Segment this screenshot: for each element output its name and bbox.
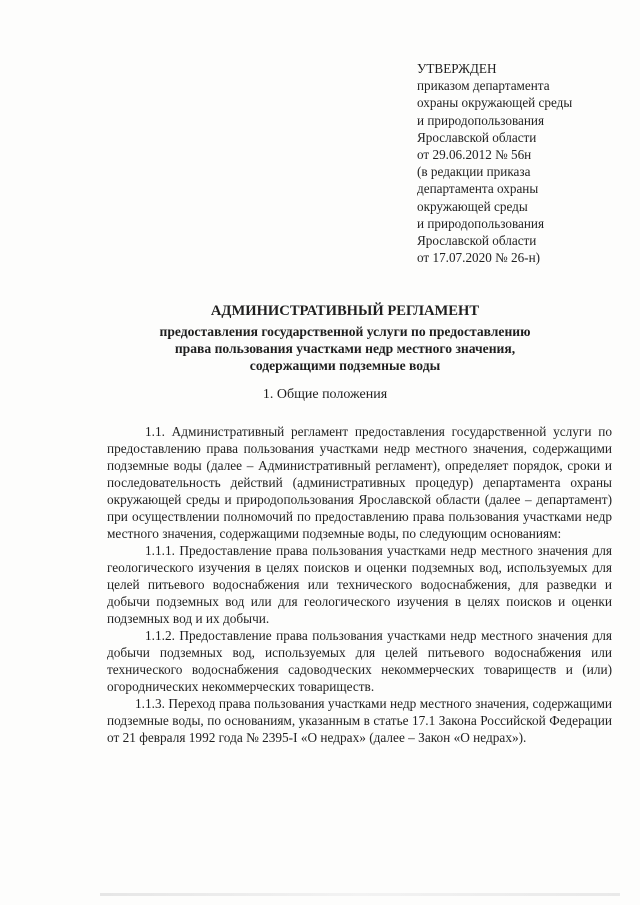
paragraph-1-1-2: 1.1.2. Предоставление права пользования участками недр местного значения для добычи подземных вод, используемых для целей питьевого водоснабжения или технического водоснабжения садоводческих некоммерческих товариществ и (или) огороднических некоммерческих товариществ.	[107, 628, 612, 694]
approval-line: департамента охраны	[417, 181, 539, 197]
paragraph-1-1-3: 1.1.3. Переход права пользования участками недр местного значения, содержащими подземные воды, по основаниям, указанным в статье 17.1 Закона Российской Федерации от 21 февраля 1992 года № 2395-I «О недрах» (далее – Закон «О недрах»).	[107, 696, 612, 745]
approval-line: охраны окружающей среды	[417, 95, 573, 111]
paragraph-1-1-1: 1.1.1. Предоставление права пользования участками недр местного значения для геологического изучения в целях поисков и оценки подземных вод, используемых для целей питьевого водоснабжения или технического водоснабжения, для разведки и добычи подземных вод или для геологического изучения в целях поисков и оценки подземных вод и их добычи.	[107, 543, 612, 626]
paragraph-1-1: 1.1. Административный регламент предоставления государственной услуги по предоставлению права пользования участками недр местного значения, содержащими подземные воды (далее – Административный регламент), определяет порядок, сроки и последовательность действий (административных процедур) департамента охраны окружающей среды и природопользования Ярославской области (далее – департамент) при осуществлении полномочий по предоставлению права пользования участками недр местного значения, содержащими подземные воды, по следующим основаниям:	[107, 424, 612, 541]
document-body	[107, 423, 612, 746]
document-title	[95, 303, 595, 374]
scan-edge-divider	[100, 893, 620, 896]
approval-line: от 29.06.2012 № 56н	[417, 147, 532, 163]
approval-line: окружающей среды	[417, 198, 528, 214]
approval-line: Ярославской области	[417, 233, 537, 249]
approval-stamp	[417, 60, 627, 266]
approval-line: от 17.07.2020 № 26-н)	[417, 250, 541, 266]
approval-line: (в редакции приказа	[417, 164, 531, 180]
title-subtitle-line: содержащими подземные воды	[249, 358, 441, 373]
approval-line: приказом департамента	[417, 78, 550, 94]
section-heading: 1. Общие положения	[262, 387, 388, 402]
approval-line: Ярославской области	[417, 129, 537, 145]
title-subtitle-line: предоставления государственной услуги по предоставлению	[159, 324, 531, 339]
title-main: АДМИНИСТРАТИВНЫЙ РЕГЛАМЕНТ	[210, 303, 480, 319]
approval-line: УТВЕРЖДЕН	[417, 61, 497, 76]
title-subtitle-line: права пользования участками недр местного значения,	[174, 341, 516, 356]
approval-line: и природопользования	[417, 215, 545, 231]
approval-line: и природопользования	[417, 112, 545, 128]
